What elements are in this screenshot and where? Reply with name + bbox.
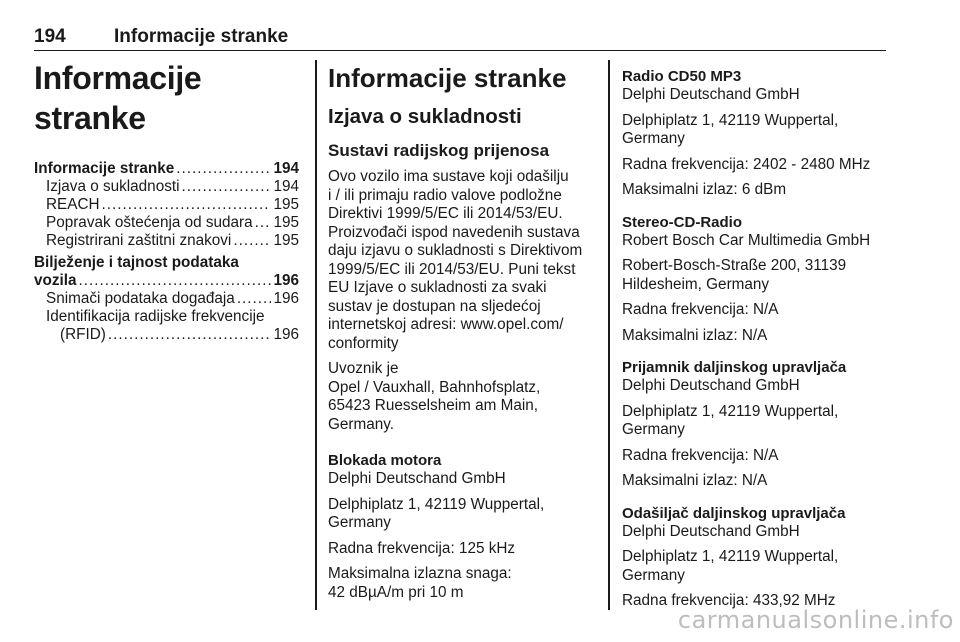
text-line: Proizvođači ispod navedenih sustava (328, 223, 580, 241)
header-title: Informacije stranke (114, 26, 289, 47)
text-line: Radna frekvencija: 433,92 MHz (622, 592, 836, 609)
toc-entry-title: Izjava o sukladnosti (46, 178, 180, 195)
toc-entry-page: 196 (273, 326, 299, 343)
text-block (622, 472, 892, 491)
toc-leader (102, 196, 272, 214)
toc-entry-title: vozila (34, 272, 77, 289)
toc-subentry[interactable] (34, 214, 299, 232)
text-line: Radna frekvencija: N/A (622, 301, 779, 318)
toc-entry-page: 195 (273, 196, 299, 213)
text-line: Ovo vozilo ima sustave koji odašilju (328, 168, 569, 185)
text-block (622, 447, 892, 466)
table-of-contents (34, 58, 299, 344)
toc-entry-title: Informacije stranke (34, 160, 175, 177)
toc-entry-title: Snimači podataka događaja (46, 290, 235, 307)
text-block (622, 156, 892, 175)
toc-subentry[interactable] (34, 178, 299, 196)
text-line (328, 470, 596, 489)
toc-entry-title-line[interactable]: Bilježenje i tajnost podataka (34, 254, 239, 271)
column-divider (315, 60, 317, 610)
text-line (328, 540, 596, 559)
text-line: internetskoj adresi: www.opel.com/ (328, 316, 564, 333)
text-line: Maksimalni izlaz: 6 dBm (622, 181, 787, 198)
text-line: Robert Bosch Car Multimedia GmbH (622, 231, 871, 249)
text-line: Delphiplatz 1, 42119 Wuppertal, (328, 495, 545, 513)
text-block (622, 112, 892, 149)
system-title: Radio CD50 MP3 (622, 68, 742, 85)
toc-entry-page: 194 (273, 178, 299, 195)
system-title: Odašiljač daljinskog upravljača (622, 504, 846, 522)
text-block (622, 257, 892, 294)
text-block (622, 548, 892, 585)
text-line: Radna frekvencija: N/A (622, 446, 779, 464)
text-line: Delphi Deutschand GmbH (622, 377, 800, 394)
toc-entry-page: 196 (273, 290, 299, 307)
toc-subentry[interactable] (34, 232, 299, 250)
text-line: Delphiplatz 1, 42119 Wuppertal, (622, 402, 839, 420)
toc-leader (108, 326, 272, 344)
text-line: conformity (328, 334, 399, 352)
text-line: Delphiplatz 1, 42119 Wuppertal, (622, 548, 839, 565)
text-line: Germany (622, 130, 685, 147)
toc-leader (79, 272, 272, 290)
toc-entry-title: Popravak oštećenja od sudara (46, 214, 253, 231)
text-line: Radna frekvencija: 125 kHz (328, 539, 516, 557)
text-line: Hildesheim, Germany (622, 275, 770, 293)
toc-entry-page: 196 (273, 272, 299, 289)
text-line: Delphi Deutschand GmbH (328, 470, 506, 487)
text-line: daju izjavu o sukladnosti s Direktivom (328, 242, 583, 259)
text-line: Uvoznik je (328, 360, 399, 377)
page-number: 194 (34, 26, 66, 47)
toc-entry-title: (RFID) (60, 326, 106, 343)
text-line: Maksimalni izlaz: N/A (622, 326, 768, 344)
toc-leader (176, 160, 271, 178)
text-block (622, 377, 892, 396)
toc-subentry[interactable] (34, 196, 299, 214)
toc-entry-page: 195 (273, 214, 299, 231)
text-block (328, 496, 596, 533)
toc-subentry[interactable] (34, 290, 299, 308)
paragraph-importer (328, 360, 596, 434)
text-line: Robert-Bosch-Straße 200, 31139 (622, 257, 847, 274)
text-block (622, 301, 892, 320)
toc-entry[interactable] (34, 160, 299, 178)
text-line: 65423 Ruesselsheim am Main, (328, 397, 539, 414)
column-divider (608, 60, 610, 610)
text-line: EU Izjave o sukladnosti za svaki (328, 279, 547, 296)
toc-entry-page: 194 (273, 160, 299, 177)
text-line: 42 dBµA/m pri 10 m (328, 583, 464, 601)
middle-column (328, 62, 596, 609)
chapter-title: Informacije stranke (34, 60, 202, 136)
section-heading: Informacije stranke (328, 63, 567, 93)
right-column (622, 68, 892, 618)
text-line: Germany (328, 514, 391, 531)
text-line: Germany (622, 421, 685, 438)
text-line: Opel / Vauxhall, Bahnhofsplatz, (328, 378, 541, 396)
text-block (622, 523, 892, 542)
subsection-heading: Izjava o sukladnosti (328, 105, 522, 128)
text-line: Delphi Deutschand GmbH (622, 86, 800, 103)
text-block (328, 565, 596, 602)
text-block (622, 403, 892, 440)
toc-leader (182, 178, 272, 196)
text-block (622, 232, 892, 251)
text-line: Direktivi 1999/5/EC ili 2014/53/EU. (328, 205, 563, 222)
watermark-text: carmanualsonline.info (677, 606, 954, 634)
system-title: Stereo-CD-Radio (622, 213, 743, 231)
toc-entry-title: REACH (46, 196, 100, 213)
text-block (622, 181, 892, 200)
toc-entry-title: Registrirani zaštitni znakovi (46, 232, 232, 249)
text-line: Germany. (328, 415, 395, 433)
toc-leader (255, 214, 272, 232)
text-line: i / ili primaju radio valove podložne (328, 186, 562, 204)
text-line: Maksimalni izlaz: N/A (622, 472, 768, 489)
toc-entry-page: 195 (273, 232, 299, 249)
system-title: Blokada motora (328, 452, 442, 469)
text-line: Delphi Deutschand GmbH (622, 522, 800, 540)
text-line: sustav je dostupan na sljedećoj (328, 297, 541, 315)
toc-leader (233, 232, 271, 250)
text-line: Delphiplatz 1, 42119 Wuppertal, (622, 111, 839, 129)
system-title: Prijamnik daljinskog upravljača (622, 359, 847, 376)
paragraph-conformity (328, 168, 596, 353)
toc-subentry[interactable] (34, 326, 299, 344)
topic-heading: Sustavi radijskog prijenosa (328, 141, 550, 160)
toc-leader (237, 290, 272, 308)
text-line: 1999/5/EC ili 2014/53/EU. Puni tekst (328, 260, 576, 278)
text-block (622, 327, 892, 346)
page-header (34, 24, 886, 51)
text-line: Radna frekvencija: 2402 - 2480 MHz (622, 155, 871, 173)
text-line: Maksimalna izlazna snaga: (328, 565, 512, 582)
toc-entry[interactable] (34, 272, 299, 290)
text-block (622, 86, 892, 105)
text-line: Germany (622, 566, 685, 584)
toc-entry-title-line[interactable]: Identifikacija radijske frekvencije (46, 308, 265, 325)
